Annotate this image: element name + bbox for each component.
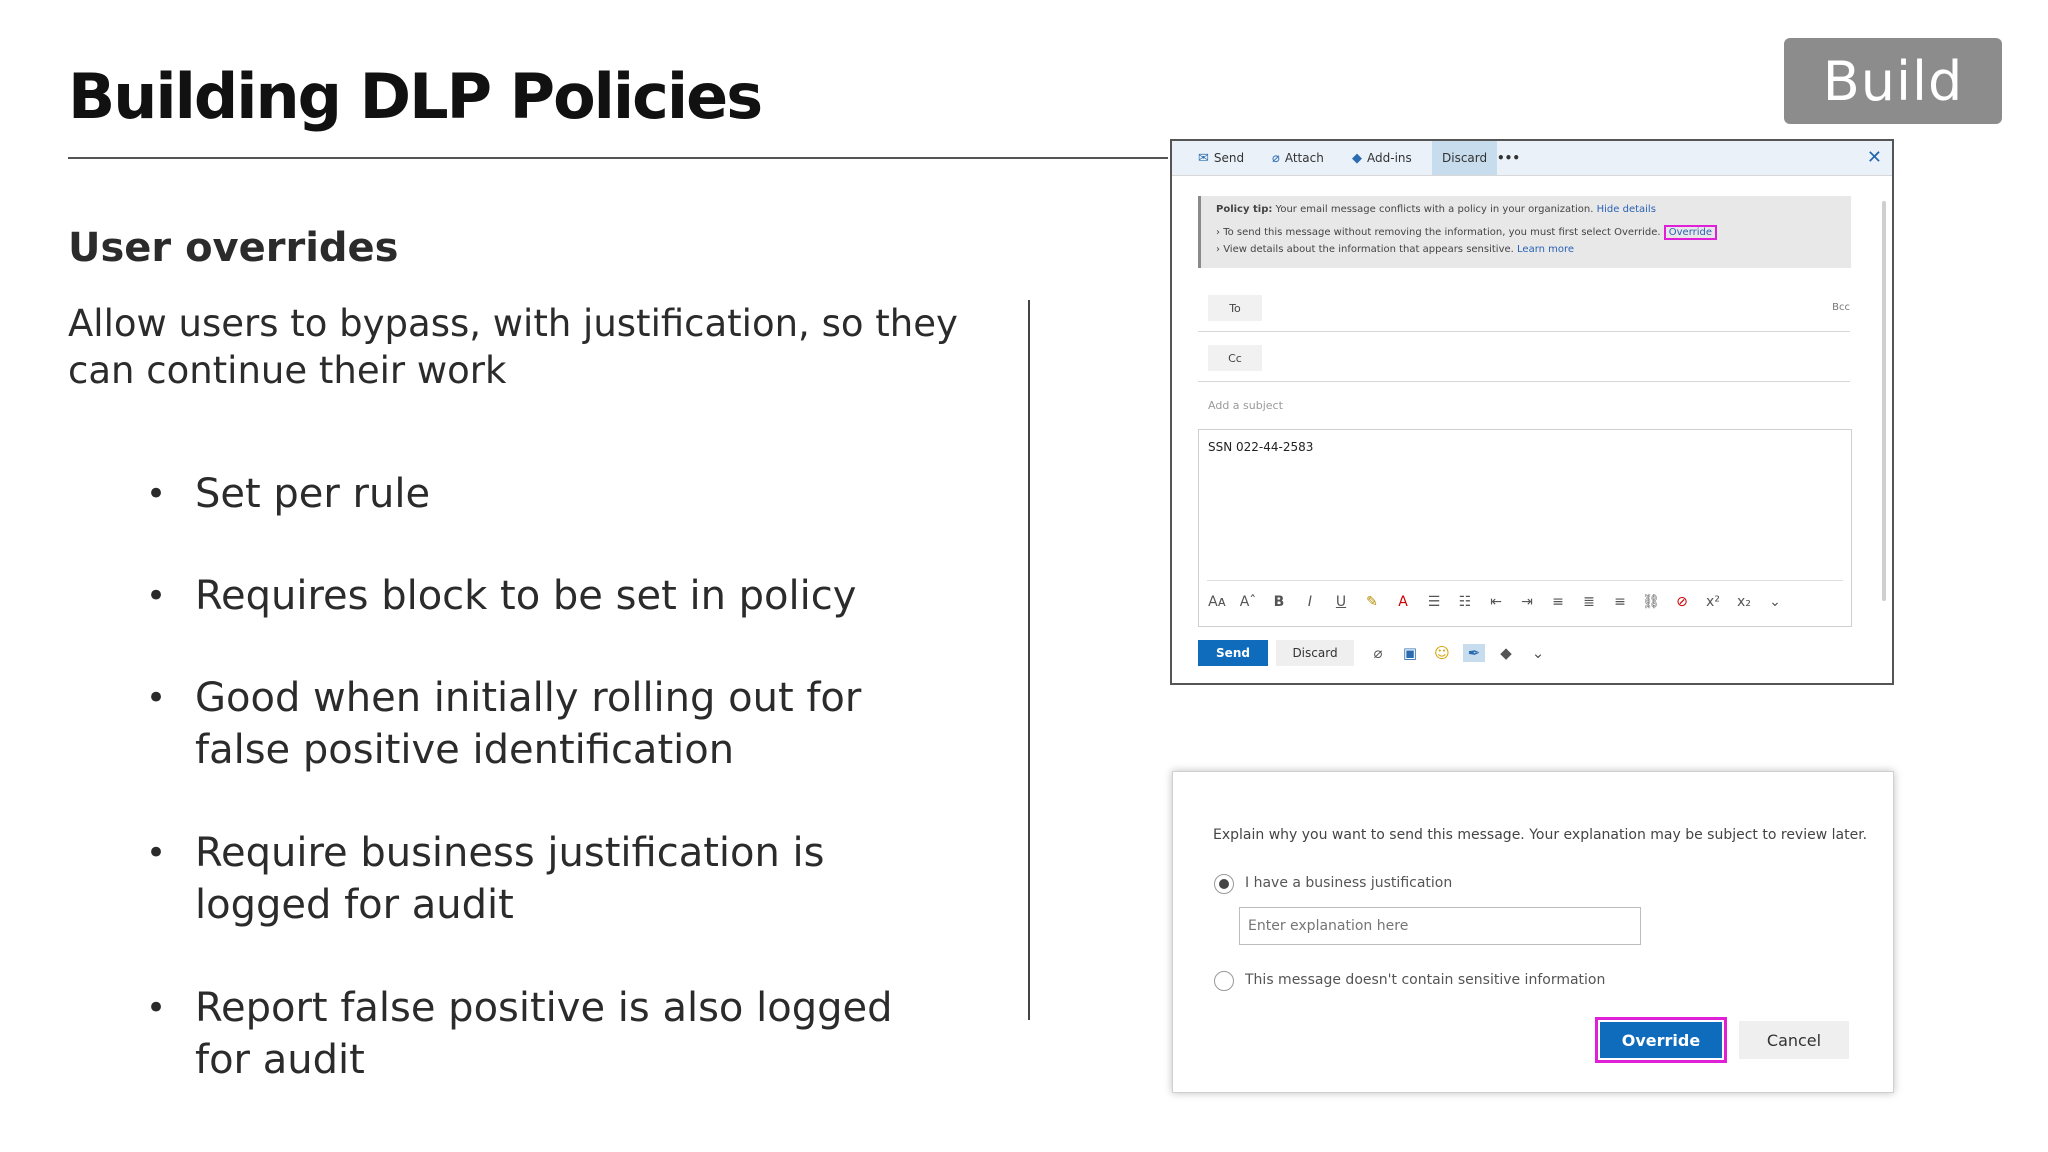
radio-selected-dot [1219, 879, 1229, 889]
override-link[interactable]: Override [1664, 225, 1717, 240]
bullet-item [140, 570, 960, 622]
override-dialog [1172, 771, 1894, 1093]
bullet-text: Good when initially rolling out for false positive identification [195, 675, 862, 773]
lead-text: Allow users to bypass, with justification, so they can continue their work [68, 302, 958, 392]
section-heading: User overrides [68, 225, 399, 271]
title-underline [68, 157, 1168, 159]
command-bar [1172, 141, 1892, 176]
learn-more-link[interactable]: Learn more [1517, 244, 1575, 255]
bullet-item [140, 672, 960, 776]
to-button[interactable]: To [1208, 295, 1262, 321]
bcc-button[interactable]: Bcc [1832, 302, 1850, 313]
build-badge: Build [1784, 38, 2002, 124]
override-button[interactable] [1595, 1017, 1727, 1063]
addins-icon: ◆ [1352, 150, 1362, 166]
cancel-button[interactable]: Cancel [1739, 1021, 1849, 1059]
bullet-text: Requires block to be set in policy [195, 573, 857, 619]
bullet-dot-icon: • [146, 988, 167, 1028]
more-options-icon[interactable]: ••• [1497, 151, 1521, 165]
bullets-icon[interactable]: ☰ [1427, 594, 1441, 610]
policy-tip-label: Policy tip: [1216, 204, 1273, 215]
dialog-instructions: Explain why you want to send this message. Your explanation may be subject to review later. [1213, 827, 1868, 843]
bold-icon[interactable]: B [1273, 594, 1285, 610]
send-icon: ✉ [1198, 150, 1209, 166]
to-field-line [1198, 331, 1850, 332]
format-toolbar [1207, 590, 1843, 614]
bullet-text: Require business justification is logged for audit [195, 830, 825, 928]
bullet-item [140, 468, 960, 520]
grow-font-icon[interactable]: Aˆ [1239, 594, 1257, 610]
bullet-list [140, 468, 960, 1086]
no-sensitive-info-radio[interactable] [1214, 971, 1234, 991]
bullet-dot-icon: • [146, 678, 167, 718]
body-text: SSN 022-44-2583 [1208, 440, 1314, 454]
policy-tip-message: Your email message conflicts with a policy in your organization. [1275, 204, 1594, 215]
compose-window [1170, 139, 1894, 685]
chevron-right-icon: › [1216, 244, 1220, 255]
discard-button[interactable]: Discard [1276, 640, 1354, 666]
send-command[interactable]: ✉ Send [1198, 150, 1245, 166]
override-button-label: Override [1600, 1022, 1722, 1058]
discard-command[interactable]: Discard [1432, 141, 1497, 175]
paperclip-icon: ⌀ [1272, 150, 1280, 166]
highlight-icon[interactable]: ✎ [1366, 594, 1378, 610]
increase-indent-icon[interactable]: ⇥ [1521, 594, 1533, 610]
align-center-icon[interactable]: ≣ [1583, 594, 1595, 610]
attach-command[interactable]: ⌀ Attach [1272, 150, 1324, 166]
business-justification-radio[interactable] [1214, 874, 1234, 894]
no-sensitive-info-label[interactable]: This message doesn't contain sensitive information [1245, 972, 1606, 988]
bullet-item [140, 827, 960, 931]
policy-tip [1198, 196, 1851, 268]
hide-details-link[interactable]: Hide details [1596, 204, 1656, 215]
chevron-down-icon[interactable]: ⌄ [1531, 644, 1545, 662]
decrease-indent-icon[interactable]: ⇤ [1490, 594, 1502, 610]
image-icon[interactable]: ▣ [1402, 644, 1418, 662]
business-justification-label[interactable]: I have a business justification [1245, 875, 1453, 891]
link-icon[interactable]: ⛓ [1642, 594, 1660, 610]
remove-link-icon[interactable]: ⊘ [1676, 594, 1688, 610]
vertical-divider [1028, 300, 1030, 1020]
font-size-icon[interactable]: Aᴀ [1208, 594, 1226, 610]
font-color-icon[interactable]: A [1398, 594, 1408, 610]
close-icon[interactable]: ✕ [1866, 147, 1882, 168]
align-left-icon[interactable]: ≡ [1552, 594, 1564, 610]
italic-icon[interactable]: I [1307, 594, 1313, 610]
send-button[interactable]: Send [1198, 640, 1268, 666]
bullet-text: Set per rule [195, 471, 431, 517]
subject-input[interactable]: Add a subject [1208, 399, 1283, 412]
bullet-dot-icon: • [146, 833, 167, 873]
paperclip-icon[interactable]: ⌀ [1373, 644, 1383, 662]
message-body[interactable] [1198, 429, 1852, 627]
policy-tip-details-text: View details about the information that appears sensitive. [1223, 244, 1514, 255]
cc-field-line [1198, 381, 1850, 382]
emoji-icon[interactable]: ☺ [1434, 644, 1450, 662]
bullet-item [140, 982, 960, 1086]
addin-icon[interactable]: ◆ [1500, 644, 1512, 662]
chevron-right-icon: › [1216, 227, 1220, 238]
slide-title: Building DLP Policies [68, 60, 762, 133]
bullet-dot-icon: • [146, 576, 167, 616]
align-right-icon[interactable]: ≡ [1614, 594, 1626, 610]
scrollbar[interactable] [1882, 201, 1886, 601]
policy-tip-override-text: To send this message without removing the information, you must first select Override. [1223, 227, 1661, 238]
signature-icon[interactable]: ✒ [1463, 644, 1485, 662]
superscript-icon[interactable]: x² [1706, 594, 1720, 610]
numbering-icon[interactable]: ☷ [1458, 594, 1472, 610]
bottom-toolbar [1367, 640, 1549, 666]
format-divider [1207, 580, 1843, 581]
explanation-input[interactable] [1239, 907, 1641, 945]
addins-command[interactable]: ◆ Add-ins [1352, 150, 1412, 166]
chevron-down-icon[interactable]: ⌄ [1769, 594, 1781, 610]
underline-icon[interactable]: U [1335, 594, 1347, 610]
bullet-text: Report false positive is also logged for audit [195, 985, 893, 1083]
bullet-dot-icon: • [146, 474, 167, 514]
cc-button[interactable]: Cc [1208, 345, 1262, 371]
subscript-icon[interactable]: x₂ [1737, 594, 1751, 610]
